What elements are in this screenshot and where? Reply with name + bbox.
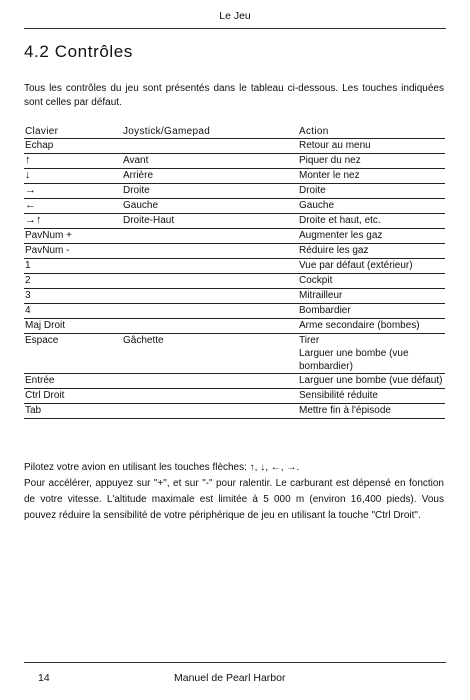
table-row bbox=[24, 289, 445, 304]
table-row bbox=[24, 244, 445, 259]
intro-paragraph: Tous les contrôles du jeu sont présentés dans le tableau ci-dessous. Les touches indiquées sont celles par défaut. bbox=[24, 83, 444, 108]
cell-action: Larguer une bombe (vue défaut) bbox=[298, 374, 445, 389]
page-number: 14 bbox=[38, 672, 50, 684]
header-joystick: Joystick/Gamepad bbox=[122, 124, 298, 139]
cell-action: Retour au menu bbox=[298, 139, 445, 154]
table-row bbox=[24, 229, 445, 244]
header-action: Action bbox=[298, 124, 445, 139]
note-arrows: Pilotez votre avion en utilisant les touches flèches: ↑, ↓, ←, →. bbox=[24, 462, 300, 473]
note-throttle: Pour accélérer, appuyez sur "+", et sur "-" pour ralentir. Le carburant est dépensé en fonction de votre vitesse. L'altitude maximale est limitée à 5 000 m (environ 16,400 pieds). Vous pouvez réduire la sensibilité de votre périphérique de jeu en utilisant la touche "Ctrl Droit". bbox=[24, 478, 444, 521]
cell-joystick bbox=[122, 404, 298, 419]
table-row bbox=[24, 214, 445, 229]
cell-joystick bbox=[122, 319, 298, 334]
cell-action: Bombardier bbox=[298, 304, 445, 319]
cell-joystick bbox=[122, 244, 298, 259]
cell-joystick: Droite-Haut bbox=[122, 214, 298, 229]
cell-keyboard: Ctrl Droit bbox=[24, 389, 122, 404]
table-row bbox=[24, 404, 445, 419]
cell-joystick bbox=[122, 229, 298, 244]
cell-keyboard: 3 bbox=[24, 289, 122, 304]
cell-joystick: Gâchette bbox=[122, 334, 298, 374]
cell-keyboard: PavNum - bbox=[24, 244, 122, 259]
table-row bbox=[24, 184, 445, 199]
cell-keyboard: ↑ bbox=[24, 154, 122, 169]
table-row bbox=[24, 389, 445, 404]
cell-action: Mitrailleur bbox=[298, 289, 445, 304]
cell-keyboard: →↑ bbox=[24, 214, 122, 229]
cell-keyboard: → bbox=[24, 184, 122, 199]
cell-action: Vue par défaut (extérieur) bbox=[298, 259, 445, 274]
cell-joystick bbox=[122, 274, 298, 289]
page-header bbox=[24, 6, 446, 29]
cell-keyboard: PavNum + bbox=[24, 229, 122, 244]
controls-table bbox=[24, 124, 445, 419]
cell-joystick bbox=[122, 374, 298, 389]
page-footer bbox=[24, 662, 446, 687]
table-row bbox=[24, 154, 445, 169]
cell-action: Cockpit bbox=[298, 274, 445, 289]
cell-action: Réduire les gaz bbox=[298, 244, 445, 259]
cell-action: Augmenter les gaz bbox=[298, 229, 445, 244]
cell-action: Sensibilité réduite bbox=[298, 389, 445, 404]
cell-keyboard: 4 bbox=[24, 304, 122, 319]
cell-keyboard: Entrée bbox=[24, 374, 122, 389]
chapter-title: Le Jeu bbox=[219, 10, 251, 22]
cell-joystick bbox=[122, 259, 298, 274]
cell-action: Tirer Larguer une bombe (vue bombardier) bbox=[298, 334, 445, 374]
notes-section bbox=[24, 460, 444, 524]
table-body bbox=[24, 139, 445, 419]
cell-keyboard: 1 bbox=[24, 259, 122, 274]
header-keyboard: Clavier bbox=[24, 124, 122, 139]
table-row bbox=[24, 374, 445, 389]
cell-action: Arme secondaire (bombes) bbox=[298, 319, 445, 334]
table-row bbox=[24, 259, 445, 274]
table-row bbox=[24, 199, 445, 214]
cell-keyboard: Tab bbox=[24, 404, 122, 419]
cell-joystick bbox=[122, 389, 298, 404]
manual-title: Manuel de Pearl Harbor bbox=[174, 672, 286, 684]
cell-keyboard: ↓ bbox=[24, 169, 122, 184]
table-row bbox=[24, 334, 445, 374]
section-title: 4.2 Contrôles bbox=[24, 42, 133, 61]
cell-joystick: Droite bbox=[122, 184, 298, 199]
cell-keyboard: ← bbox=[24, 199, 122, 214]
cell-joystick: Arrière bbox=[122, 169, 298, 184]
table-row bbox=[24, 139, 445, 154]
cell-action: Droite et haut, etc. bbox=[298, 214, 445, 229]
cell-action: Droite bbox=[298, 184, 445, 199]
cell-joystick: Gauche bbox=[122, 199, 298, 214]
cell-action: Monter le nez bbox=[298, 169, 445, 184]
cell-joystick bbox=[122, 139, 298, 154]
table-row bbox=[24, 319, 445, 334]
table-row bbox=[24, 169, 445, 184]
cell-joystick: Avant bbox=[122, 154, 298, 169]
cell-joystick bbox=[122, 289, 298, 304]
cell-keyboard: Espace bbox=[24, 334, 122, 374]
cell-keyboard: 2 bbox=[24, 274, 122, 289]
cell-action: Mettre fin à l'épisode bbox=[298, 404, 445, 419]
table-row bbox=[24, 304, 445, 319]
cell-action: Gauche bbox=[298, 199, 445, 214]
cell-action: Piquer du nez bbox=[298, 154, 445, 169]
cell-keyboard: Echap bbox=[24, 139, 122, 154]
table-row bbox=[24, 274, 445, 289]
table-header-row bbox=[24, 124, 445, 139]
cell-joystick bbox=[122, 304, 298, 319]
cell-keyboard: Maj Droit bbox=[24, 319, 122, 334]
